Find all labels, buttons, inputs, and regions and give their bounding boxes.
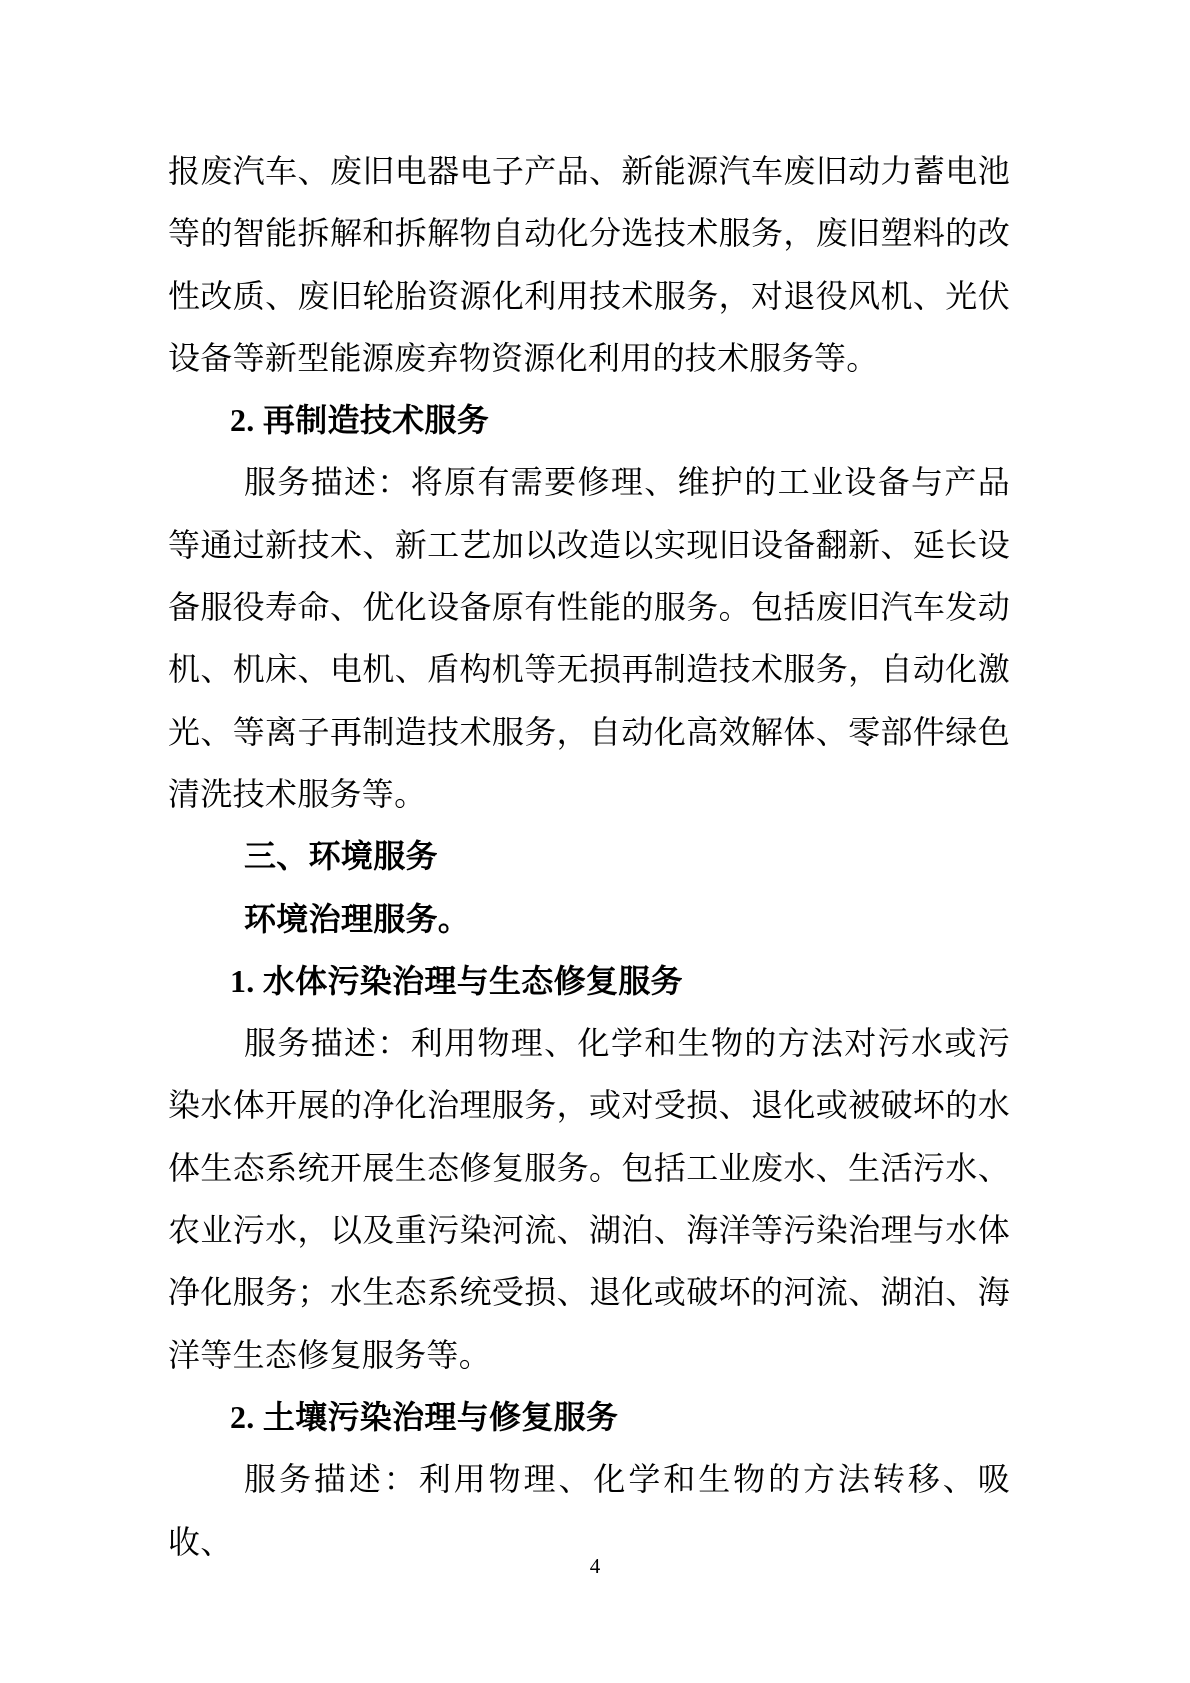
paragraph: 服务描述：利用物理、化学和生物的方法对污水或污染水体开展的净化治理服务，或对受损、退化或被破坏的水体生态系统开展生态修复服务。包括工业废水、生活污水、农业污水，以及重污染河流、湖泊、海洋等污染治理与水体净化服务；水生态系统受损、退化或破坏的河流、湖泊、海洋等生态修复服务等。 — [168, 1025, 1010, 1373]
page-number: 4 — [589, 1554, 601, 1578]
section-heading: 环境治理服务。 — [244, 900, 471, 937]
section-heading: 2. 再制造技术服务 — [230, 402, 490, 439]
paragraph: 服务描述：将原有需要修理、维护的工业设备与产品等通过新技术、新工艺加以改造以实现旧设备翻新、延长设备服役寿命、优化设备原有性能的服务。包括废旧汽车发动机、机床、电机、盾构机等无损再制造技术服务，自动化激光、等离子再制造技术服务，自动化高效解体、零部件绿色清洗技术服务等。 — [168, 464, 1010, 812]
section-heading: 2. 土壤污染治理与修复服务 — [230, 1398, 619, 1435]
document-content — [168, 140, 1010, 1573]
paragraph: 服务描述：利用物理、化学和生物的方法转移、吸收、 — [168, 1461, 1010, 1560]
paragraph: 报废汽车、废旧电器电子产品、新能源汽车废旧动力蓄电池等的智能拆解和拆解物自动化分选技术服务，废旧塑料的改性改质、废旧轮胎资源化利用技术服务，对退役风机、光伏设备等新型能源废弃物资源化利用的技术服务等。 — [168, 153, 1010, 376]
section-heading: 三、环境服务 — [244, 838, 438, 875]
section-heading: 1. 水体污染治理与生态修复服务 — [230, 962, 683, 999]
